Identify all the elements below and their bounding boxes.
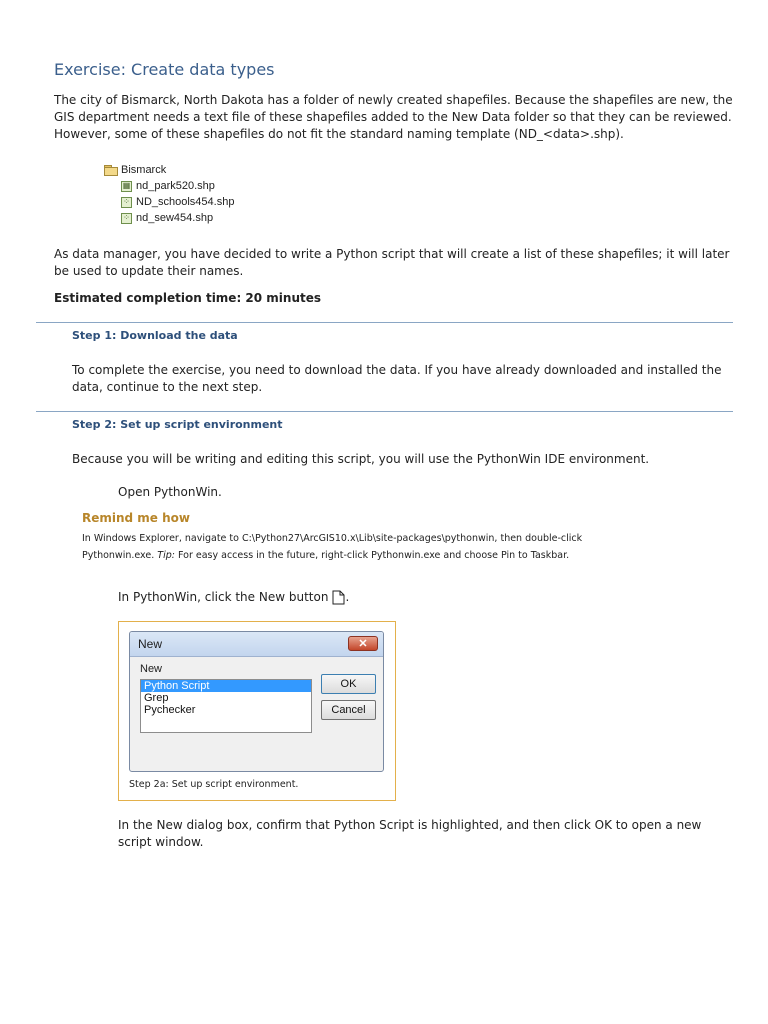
step1-title[interactable]: Step 1: Download the data	[72, 329, 238, 342]
dialog-list-label: New	[140, 663, 163, 675]
list-item-python-script[interactable]: Python Script	[141, 680, 311, 692]
intro-paragraph: The city of Bismarck, North Dakota has a folder of newly created shapefiles. Because the shapefiles are new, the GIS department needs a text file of these shapefiles added to the New Data folder so that they can be reviewed. However, some of these shapefiles do not fit the standard naming template (ND_<data>.shp).	[54, 93, 733, 141]
new-dialog	[129, 631, 384, 772]
list-item-pychecker[interactable]: Pychecker	[144, 704, 196, 716]
click-new-instruction: In PythonWin, click the New button .	[118, 590, 350, 604]
new-document-icon	[332, 590, 345, 605]
remind-me-how-body	[82, 530, 722, 564]
figure-new-dialog	[118, 621, 396, 801]
page-title: Exercise: Create data types	[54, 60, 275, 79]
open-pythonwin-instruction: Open PythonWin.	[118, 485, 222, 499]
dialog-type-list[interactable]	[140, 679, 312, 733]
folder-icon	[104, 165, 117, 175]
completion-time: Estimated completion time: 20 minutes	[54, 291, 322, 305]
step2-title[interactable]: Step 2: Set up script environment	[72, 418, 283, 431]
shapefile-icon: ⁘	[121, 213, 132, 224]
remind-line-1: In Windows Explorer, navigate to C:\Python27\ArcGIS10.x\Lib\site-packages\pythonwin, then double-click	[82, 533, 583, 544]
section-divider	[36, 411, 733, 412]
figure-caption: Step 2a: Set up script environment.	[129, 779, 299, 790]
tree-file-label: nd_park520.shp	[136, 180, 215, 192]
tree-file-label: nd_sew454.shp	[136, 212, 214, 224]
tree-folder-row[interactable]	[104, 162, 234, 178]
close-icon: ✕	[358, 638, 368, 650]
click-new-text: In PythonWin, click the New button	[118, 590, 329, 604]
folder-tree	[104, 162, 234, 226]
dialog-titlebar[interactable]	[130, 632, 383, 657]
shapefile-icon: ▦	[122, 181, 131, 190]
ok-button[interactable]: OK	[321, 674, 376, 694]
list-item-grep[interactable]: Grep	[144, 692, 169, 704]
tree-file-row[interactable]	[104, 194, 234, 210]
remind-line-2b: For easy access in the future, right-click Pythonwin.exe and choose Pin to Taskbar.	[178, 550, 570, 561]
section-divider	[36, 322, 733, 323]
tree-folder-label: Bismarck	[121, 164, 167, 176]
cancel-button[interactable]: Cancel	[321, 700, 376, 720]
dialog-close-button[interactable]	[348, 636, 378, 651]
step1-body: To complete the exercise, you need to download the data. If you have already downloaded and installed the data, continue to the next step.	[72, 363, 722, 394]
remind-tip-label: Tip:	[157, 550, 175, 561]
dialog-title: New	[138, 637, 163, 651]
confirm-paragraph: In the New dialog box, confirm that Python Script is highlighted, and then click OK to open a new script window.	[118, 818, 702, 849]
tree-file-row[interactable]	[104, 210, 234, 226]
tree-file-label: ND_schools454.shp	[136, 196, 235, 208]
tree-file-row[interactable]	[104, 178, 234, 194]
shapefile-icon: ⁘	[121, 197, 132, 208]
remind-line-2a: Pythonwin.exe.	[82, 550, 155, 561]
remind-me-how-link[interactable]: Remind me how	[82, 511, 190, 525]
manager-paragraph: As data manager, you have decided to write a Python script that will create a list of these shapefiles; it will later be used to update their names.	[54, 247, 730, 278]
step2-body: Because you will be writing and editing this script, you will use the PythonWin IDE environment.	[72, 452, 650, 466]
